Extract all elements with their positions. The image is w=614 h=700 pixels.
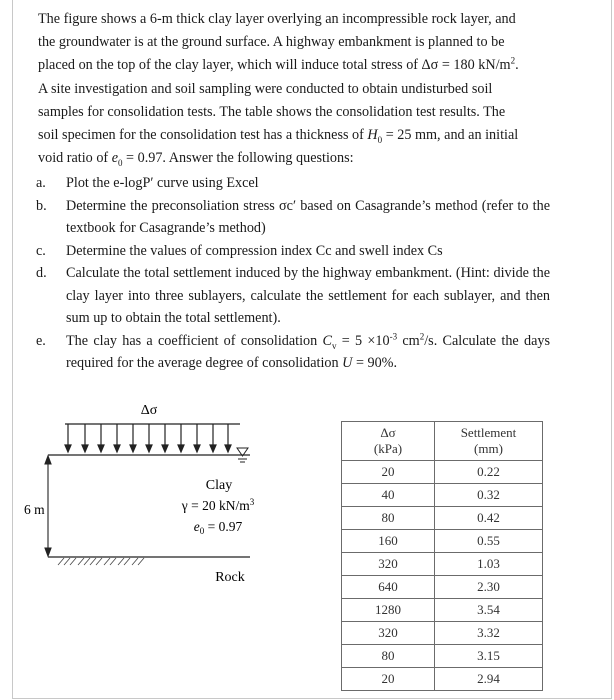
problem-statement [38,8,550,170]
load-label: Δσ [140,403,158,418]
header-settlement [435,422,543,461]
intro-line [38,54,550,77]
variable: e [193,519,200,534]
intro-text: soil specimen for the consolidation test has a thickness of [38,127,368,144]
table-row [342,645,543,668]
table-header-row [342,422,543,461]
question-item [36,240,550,263]
settlement-cell: 3.32 [435,622,543,645]
unit-weight-text: γ = 20 kN/m [181,498,250,513]
table-row [342,507,543,530]
intro-line [38,124,550,147]
question-text-part: = 90%. [352,355,398,371]
question-text-part: cm [397,332,420,349]
superscript: 2 [510,55,516,66]
superscript: 2 [419,330,425,341]
intro-text: = 0.97. Answer the following questions: [122,150,354,167]
question-marker: b. [36,197,47,214]
intro-text: void ratio of [38,150,112,167]
question-marker: c. [36,242,46,259]
variable: C [322,332,332,349]
subscript: 0 [118,158,123,169]
question-text [66,330,550,372]
settlement-cell: 0.22 [435,461,543,484]
question-text: Plot the e-logP′ curve using Excel [66,175,259,191]
intro-line: The figure shows a 6-m thick clay layer overlying an incompressible rock layer, and [38,11,516,27]
intro-text: = 25 mm, and an initial [382,127,519,144]
table-row [342,553,543,576]
question-text-part: = 5 ×10 [336,332,390,349]
intro-text: . [515,57,519,74]
subscript: v [331,340,337,351]
consolidation-table [341,421,543,691]
subscript: 0 [377,134,383,145]
stress-cell: 20 [342,461,435,484]
header-text: Settlement [460,425,517,440]
void-ratio-text: = 0.97 [204,519,243,534]
question-text: Determine the preconsoliation stress σc′ based on Casagrande’s method (refer to the textbook for Casagrande’s method) [66,197,550,236]
stress-cell: 1280 [342,599,435,622]
settlement-cell: 2.30 [435,576,543,599]
question-item [36,330,550,375]
question-marker: e. [36,332,46,349]
settlement-cell: 3.54 [435,599,543,622]
intro-line: the groundwater is at the ground surface. A highway embankment is planned to be [38,34,505,51]
stress-cell: 20 [342,668,435,691]
soil-name-label: Clay [205,478,233,493]
question-item [36,172,550,195]
question-text: Calculate the total settlement induced by the highway embankment. (Hint: divide the clay layer into three sublayers, calculate the settlement for each sublayer, and then sum up to obtain the total settlement). [66,265,550,326]
depth-label: 6 m [24,502,45,517]
superscript: 3 [249,497,255,507]
variable: H [367,127,378,144]
question-item [36,262,550,330]
question-marker: a. [36,175,46,191]
settlement-cell: 0.42 [435,507,543,530]
intro-text: placed on the top of the clay layer, which will induce total stress of Δσ = 180 kN/m [38,57,511,74]
settlement-cell: 0.32 [435,484,543,507]
table-row [342,576,543,599]
table-row [342,530,543,553]
stress-cell: 640 [342,576,435,599]
header-unit: (kPa) [373,441,403,456]
variable: U [342,355,353,371]
settlement-cell: 3.15 [435,645,543,668]
question-list [36,172,550,375]
question-marker: d. [36,265,47,281]
table-row [342,668,543,691]
table-row [342,599,543,622]
stress-cell: 320 [342,553,435,576]
question-item [36,195,550,240]
intro-line: samples for consolidation tests. The table shows the consolidation test results. The [38,103,506,120]
settlement-cell: 0.55 [435,530,543,553]
header-unit: (mm) [474,441,503,456]
table-row [342,622,543,645]
intro-line: A site investigation and soil sampling were conducted to obtain undisturbed soil [38,80,493,97]
subscript: 0 [199,526,205,536]
stress-cell: 80 [342,645,435,668]
header-text: Δσ [380,425,396,440]
stress-cell: 80 [342,507,435,530]
question-text-part: /s. Calculate the days required for the average degree of consolidation [66,332,550,371]
rock-label: Rock [215,570,245,585]
settlement-cell: 1.03 [435,553,543,576]
table-row [342,461,543,484]
stress-cell: 40 [342,484,435,507]
table-row [342,484,543,507]
superscript: -3 [389,330,398,341]
header-stress [342,422,435,461]
question-text: Determine the values of compression index Cc and swell index Cs [66,242,443,259]
intro-line [38,147,550,170]
stress-cell: 160 [342,530,435,553]
settlement-cell: 2.94 [435,668,543,691]
question-text-part: The clay has a coefficient of consolidation [66,332,323,349]
variable: e [111,150,118,167]
stress-cell: 320 [342,622,435,645]
